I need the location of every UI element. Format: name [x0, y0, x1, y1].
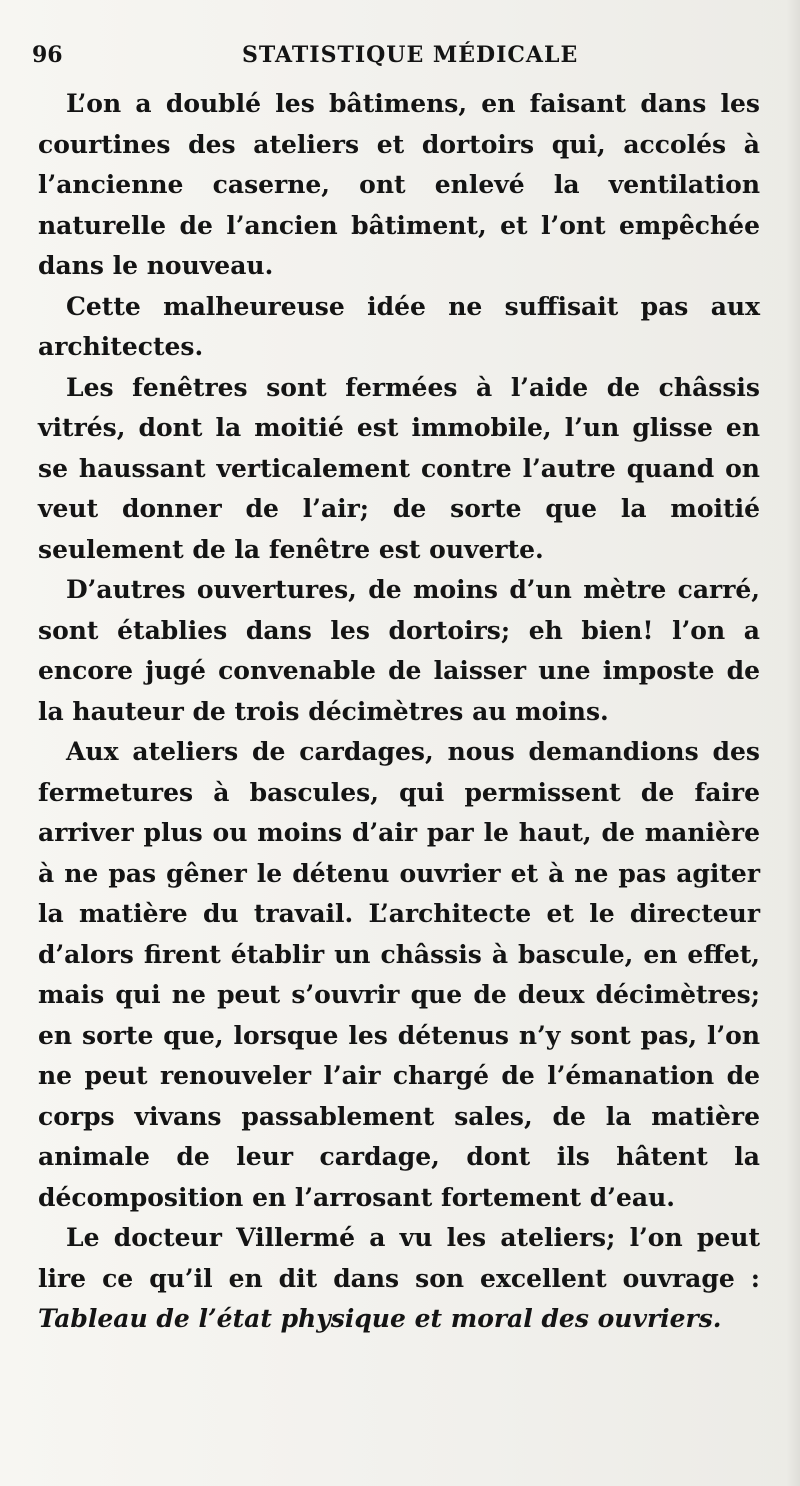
page-header [32, 42, 762, 82]
page-edge-shadow [786, 0, 800, 1486]
paragraph: Cette malheureuse idée ne suffisait pas aux architectes. [38, 291, 760, 361]
book-title: Tableau de l’état physique et moral des ouvriers. [38, 1304, 722, 1333]
paragraph-last [38, 1218, 760, 1340]
paragraph: L’on a doublé les bâtimens, en faisant dans les courtines des ateliers et dortoirs qui, accolés à l’ancienne caserne, ont enlevé la ventilation naturelle de l’ancien bâtiment, et l’ont empêchée dans le nouveau. [38, 89, 760, 280]
paragraph: Aux ateliers de cardages, nous demandions des fermetures à bascules, qui permissent de faire arriver plus ou moins d’air par le haut, de manière à ne pas gêner le détenu ouvrier et à ne pas agiter la matière du travail. L’architecte et le directeur d’alors firent établir un châssis à bascule, en effet, mais qui ne peut s’ouvrir que de deux décimètres; en sorte que, lorsque les détenus n’y sont pas, l’on ne peut renouveler l’air chargé de l’émanation de corps vivans passablement sales, de la matière animale de leur cardage, dont ils hâtent la décomposition en l’arrosant fortement d’eau. [38, 737, 760, 1212]
paragraph: D’autres ouvertures, de moins d’un mètre carré, sont établies dans les dortoirs; eh bien! l’on a encore jugé convenable de laisser une imposte de la hauteur de trois décimètres au moins. [38, 575, 760, 726]
body-text [38, 84, 760, 1340]
paragraph: Les fenêtres sont fermées à l’aide de châssis vitrés, dont la moitié est immobile, l’un glisse en se haussant verticalement contre l’autre quand on veut donner de l’air; de sorte que la moitié seulement de la fenêtre est ouverte. [38, 372, 760, 564]
page-number: 96 [32, 42, 63, 68]
paragraph-text: Le docteur Villermé a vu les ateliers; l’on peut lire ce qu’il en dit dans son excellent ouvrage : [38, 1223, 760, 1293]
running-title: STATISTIQUE MÉDICALE [242, 42, 579, 68]
